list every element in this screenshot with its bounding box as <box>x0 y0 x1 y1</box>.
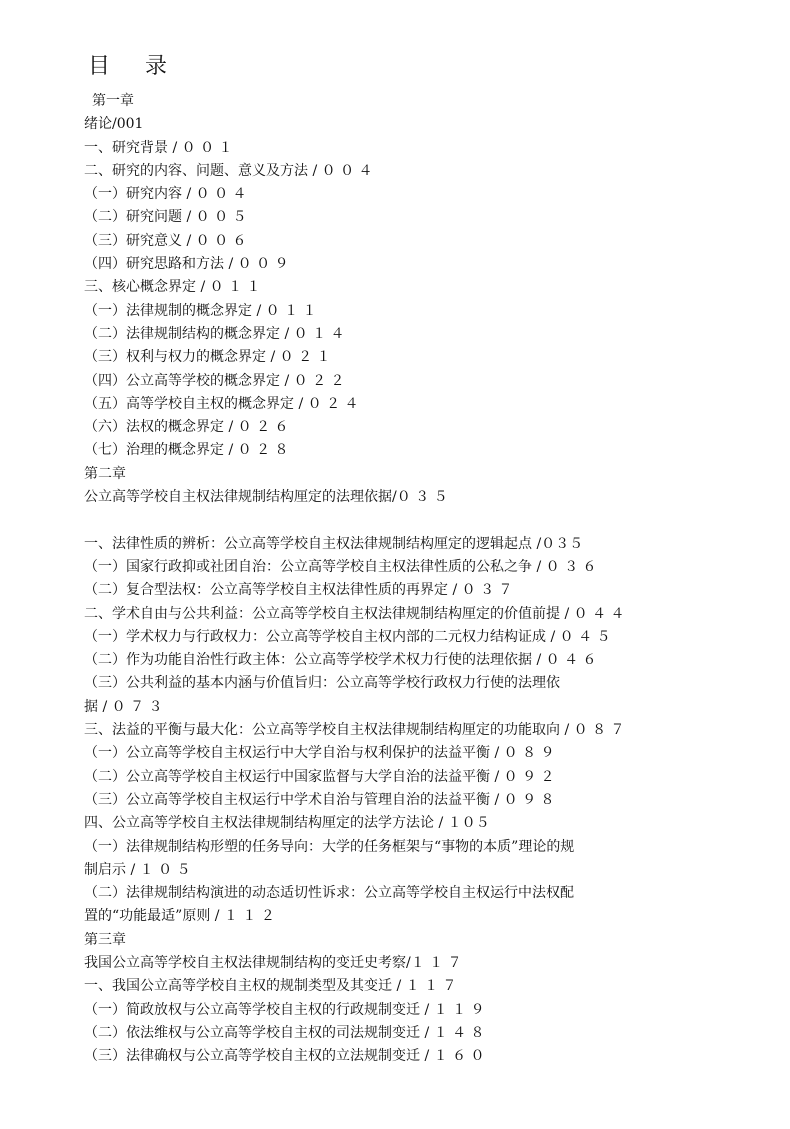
toc-entry: 三、法益的平衡与最大化：公立高等学校自主权法律规制结构厘定的功能取向 / ０ ８ ７ <box>84 722 625 739</box>
toc-entry: 制启示 / １ ０ ５ <box>84 861 191 878</box>
toc-entry: 三、核心概念界定 / ０ １ １ <box>84 279 261 296</box>
toc-title: 目 录 <box>88 54 181 79</box>
toc-entry: （一）研究内容 / ０ ０ ４ <box>84 186 247 203</box>
toc-entry: 一、我国公立高等学校自主权的规制类型及其变迁 / １ １ ７ <box>84 978 457 995</box>
toc-entry: （三）公立高等学校自主权运行中学术自治与管理自治的法益平衡 / ０ ９ ８ <box>84 791 555 808</box>
toc-entry: （二）研究问题 / ０ ０ ５ <box>84 209 247 226</box>
toc-entry: 公立高等学校自主权法律规制结构厘定的法理依据/０ ３ ５ <box>84 489 448 506</box>
toc-entry: 绪论/001 <box>84 116 144 133</box>
toc-entry: 一、法律性质的辨析：公立高等学校自主权法律规制结构厘定的逻辑起点 /０３５ <box>84 535 584 552</box>
toc-entry: 一、研究背景 / ０ ０ １ <box>84 139 233 156</box>
toc-entry: （一）简政放权与公立高等学校自主权的行政规制变迁 / １ １ ９ <box>84 1001 485 1018</box>
toc-entry: （一）公立高等学校自主权运行中大学自治与权利保护的法益平衡 / ０ ８ ９ <box>84 745 555 762</box>
toc-entry: （四）研究思路和方法 / ０ ０ ９ <box>84 256 289 273</box>
toc-entry: （四）公立高等学校的概念界定 / ０ ２ ２ <box>84 372 345 389</box>
toc-entry: （三）法律确权与公立高等学校自主权的立法规制变迁 / １ ６ ０ <box>84 1048 485 1065</box>
toc-entry: （五）高等学校自主权的概念界定 / ０ ２ ４ <box>84 395 359 412</box>
toc-entry: （三）公共利益的基本内涵与价值旨归：公立高等学校行政权力行使的法理依 <box>84 675 560 692</box>
toc-entry: 二、研究的内容、问题、意义及方法 / ０ ０ ４ <box>84 162 373 179</box>
toc-entry: （二）公立高等学校自主权运行中国家监督与大学自治的法益平衡 / ０ ９ ２ <box>84 768 555 785</box>
toc-entry: （一）学术权力与行政权力：公立高等学校自主权内部的二元权力结构证成 / ０ ４ ５ <box>84 628 611 645</box>
toc-entry: 二、学术自由与公共利益：公立高等学校自主权法律规制结构厘定的价值前提 / ０ ４ ４ <box>84 605 625 622</box>
toc-entry: （六）法权的概念界定 / ０ ２ ６ <box>84 419 289 436</box>
toc-entry: （二）复合型法权：公立高等学校自主权法律性质的再界定 / ０ ３ ７ <box>84 582 513 599</box>
toc-entry: （七）治理的概念界定 / ０ ２ ８ <box>84 442 289 459</box>
toc-entry: （二）法律规制结构演进的动态适切性诉求：公立高等学校自主权运行中法权配 <box>84 885 574 902</box>
toc-entry: （一）法律规制的概念界定 / ０ １ １ <box>84 302 317 319</box>
toc-entry: （三）研究意义 / ０ ０ ６ <box>84 232 247 249</box>
toc-entry: （一）国家行政抑或社团自治：公立高等学校自主权法律性质的公私之争 / ０ ３ ６ <box>84 558 597 575</box>
toc-entry: 第二章 <box>84 465 126 482</box>
toc-entry: （二）作为功能自治性行政主体：公立高等学校学术权力行使的法理依据 / ０ ４ ６ <box>84 652 597 669</box>
toc-entry: 第三章 <box>84 931 126 948</box>
toc-entry: （一）法律规制结构形塑的任务导向：大学的任务框架与“事物的本质”理论的规 <box>84 838 575 855</box>
toc-entry: 据 / ０ ７ ３ <box>84 698 163 715</box>
toc-list <box>84 90 734 1068</box>
toc-blank-line <box>84 509 734 532</box>
toc-entry: 我国公立高等学校自主权法律规制结构的变迁史考察/１ １ ７ <box>84 954 462 971</box>
toc-entry: （二）法律规制结构的概念界定 / ０ １ ４ <box>84 325 345 342</box>
toc-entry: 第一章 <box>92 93 134 109</box>
toc-entry: 四、公立高等学校自主权法律规制结构厘定的法学方法论 / １０５ <box>84 815 490 832</box>
toc-entry: （三）权利与权力的概念界定 / ０ ２ １ <box>84 349 331 366</box>
toc-entry: 置的“功能最适”原则 / １ １ ２ <box>84 908 275 925</box>
toc-entry: （二）依法维权与公立高等学校自主权的司法规制变迁 / １ ４ ８ <box>84 1024 485 1041</box>
